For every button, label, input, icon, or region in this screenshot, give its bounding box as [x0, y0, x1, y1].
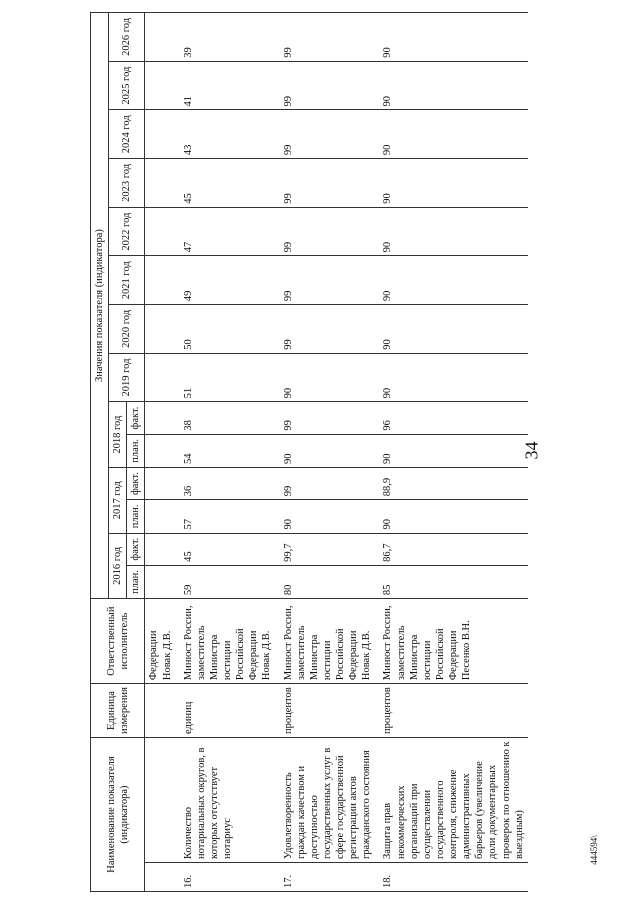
carry-cell: [145, 207, 176, 256]
value-2021: 90: [375, 256, 527, 305]
header-2016-fact: факт.: [127, 533, 145, 565]
value-2026: 39: [176, 13, 276, 62]
header-2022: 2022 год: [109, 207, 145, 256]
value-2017-fact: 36: [176, 467, 276, 499]
carry-cell: [145, 565, 176, 598]
carry-cell: [145, 256, 176, 305]
header-2016-plan: план.: [127, 565, 145, 598]
table-row: [176, 13, 276, 892]
header-name: Наименование показателя (индикатора): [91, 738, 145, 892]
value-2016-fact: 45: [176, 533, 276, 565]
header-2019: 2019 год: [109, 353, 145, 402]
value-2018-fact: 99: [276, 402, 376, 434]
header-2020: 2020 год: [109, 305, 145, 354]
header-2017-fact: факт.: [127, 467, 145, 499]
indicators-table: [90, 12, 528, 892]
value-2020: 50: [176, 305, 276, 354]
carry-name: [145, 738, 176, 863]
value-2024: 99: [276, 110, 376, 159]
value-2016-plan: 80: [276, 565, 376, 598]
rotated-table: [90, 12, 580, 892]
header-2017: 2017 год: [109, 467, 127, 533]
value-2024: 43: [176, 110, 276, 159]
value-2018-fact: 38: [176, 402, 276, 434]
carry-cell: [145, 467, 176, 499]
value-2023: 99: [276, 159, 376, 208]
value-2018-fact: 96: [375, 402, 527, 434]
header-2016: 2016 год: [109, 533, 127, 599]
value-2016-plan: 59: [176, 565, 276, 598]
row-unit: процентов: [276, 684, 376, 738]
carry-cell: [145, 533, 176, 565]
rotated-table-wrapper: [90, 12, 580, 892]
value-2017-fact: 88,9: [375, 467, 527, 499]
value-2022: 90: [375, 207, 527, 256]
header-2026: 2026 год: [109, 13, 145, 62]
carry-cell: [145, 159, 176, 208]
carry-unit: [145, 684, 176, 738]
value-2019: 51: [176, 353, 276, 402]
value-2019: 90: [276, 353, 376, 402]
row-name: Защита прав некоммерческих организаций при осуществлении государственного контроля, снижение административных барьеров (увеличение доли документарных проверок по отношению к выездным): [375, 738, 527, 863]
carry-cell: [145, 402, 176, 434]
value-2021: 99: [276, 256, 376, 305]
value-2020: 99: [276, 305, 376, 354]
row-index: 16.: [176, 863, 276, 892]
value-2020: 90: [375, 305, 527, 354]
header-2018-plan: план.: [127, 434, 145, 467]
value-2016-fact: 99,7: [276, 533, 376, 565]
value-2017-plan: 90: [375, 500, 527, 533]
value-2024: 90: [375, 110, 527, 159]
header-responsible: Ответственный исполнитель: [91, 599, 145, 684]
value-2016-fact: 86,7: [375, 533, 527, 565]
header-2024: 2024 год: [109, 110, 145, 159]
page-number: 34: [521, 441, 542, 460]
value-2023: 90: [375, 159, 527, 208]
carry-cell: [145, 110, 176, 159]
table-row: [276, 13, 376, 892]
carry-cell: [145, 500, 176, 533]
carry-cell: [145, 305, 176, 354]
value-2017-plan: 57: [176, 500, 276, 533]
value-2025: 41: [176, 61, 276, 110]
value-2023: 45: [176, 159, 276, 208]
table-row: [375, 13, 527, 892]
header-2018-fact: факт.: [127, 402, 145, 434]
value-2018-plan: 54: [176, 434, 276, 467]
header-2017-plan: план.: [127, 500, 145, 533]
row-index: 17.: [276, 863, 376, 892]
row-name: Удовлетворенность граждан качеством и доступностью государственных услуг в сфере государственной регистрации актов гражданского состояния: [276, 738, 376, 863]
row-index: 18.: [375, 863, 527, 892]
value-2025: 90: [375, 61, 527, 110]
header-2023: 2023 год: [109, 159, 145, 208]
value-2017-fact: 99: [276, 467, 376, 499]
row-responsible: Минюст России, заместитель Министра юстиции Российской Федерации Новак Д.В.: [276, 599, 376, 684]
row-name: Количество нотариальных округов, в которых отсутствует нотариус: [176, 738, 276, 863]
value-2019: 90: [375, 353, 527, 402]
value-2022: 99: [276, 207, 376, 256]
carry-idx: [145, 863, 176, 892]
value-2025: 99: [276, 61, 376, 110]
header-2025: 2025 год: [109, 61, 145, 110]
carry-over-row: [145, 13, 176, 892]
value-2021: 49: [176, 256, 276, 305]
carry-cell: [145, 13, 176, 62]
value-2018-plan: 90: [276, 434, 376, 467]
value-2022: 47: [176, 207, 276, 256]
value-2026: 99: [276, 13, 376, 62]
row-unit: единиц: [176, 684, 276, 738]
header-2018: 2018 год: [109, 402, 127, 468]
row-responsible: Минюст России, заместитель Министра юстиции Российской Федерации Новак Д.В.: [176, 599, 276, 684]
document-id: 444594\: [588, 835, 599, 865]
value-2017-plan: 90: [276, 500, 376, 533]
header-values-group: Значения показателя (индикатора): [91, 13, 109, 599]
value-2018-plan: 90: [375, 434, 527, 467]
carry-cell: [145, 61, 176, 110]
value-2016-plan: 85: [375, 565, 527, 598]
carry-cell: [145, 353, 176, 402]
carry-responsible: Федерации Новак Д.В.: [145, 599, 176, 684]
header-unit: Единица измерения: [91, 684, 145, 738]
row-responsible: Минюст России, заместитель Министра юстиции Российской Федерации Песенко В.Н.: [375, 599, 527, 684]
value-2026: 90: [375, 13, 527, 62]
row-unit: процентов: [375, 684, 527, 738]
carry-cell: [145, 434, 176, 467]
header-2021: 2021 год: [109, 256, 145, 305]
